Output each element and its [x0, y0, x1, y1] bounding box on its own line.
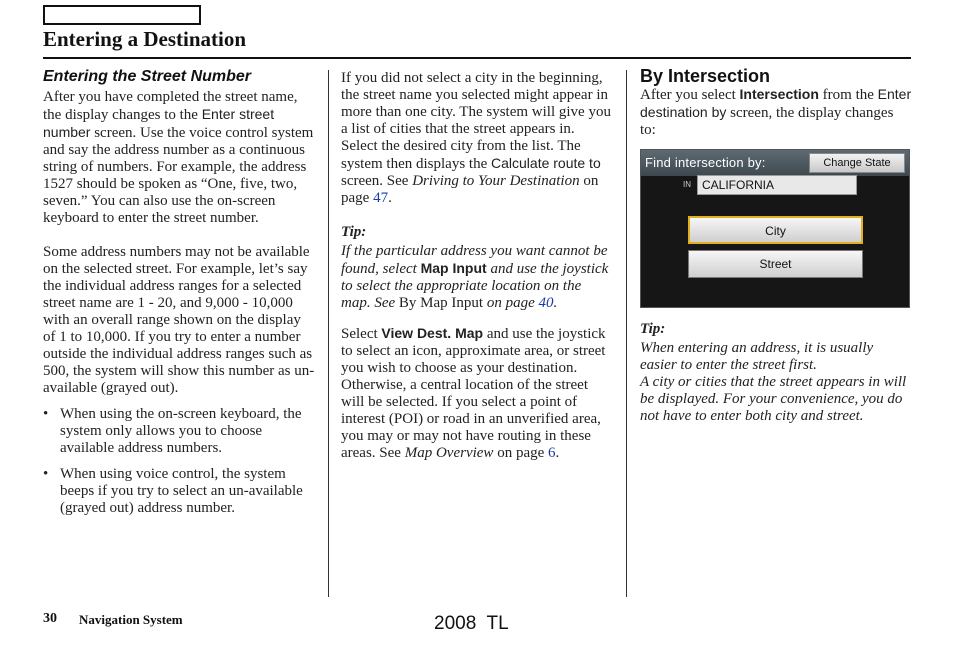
change-state-button[interactable]: Change State	[809, 153, 905, 173]
page-6-link[interactable]: 6	[548, 445, 556, 461]
col1-p1-text-a: After you have completed the street name, the display changes to the	[43, 89, 298, 123]
col1-p1-text-c: screen. Use the voice control system and say the address number as a continuous string of numbers. For example, the address 1527 should be spoken as “One, five, two, seven.” You can also use the on-screen keyboard to enter the street number.	[43, 125, 314, 226]
col2-tip-text-e: on page	[483, 295, 539, 311]
col2-p2-text-e: on page	[493, 445, 549, 461]
bullet-text: When using voice control, the system beeps if you try to select an un-available (grayed out) address number.	[60, 466, 303, 516]
col3-tip-text-2: A city or cities that the street appears in will be displayed. For your convenience, you do not have to enter both city and street.	[640, 374, 907, 424]
screen-title: Find intersection by:	[645, 155, 766, 170]
col2-p2-text-g: .	[555, 445, 560, 461]
list-item: • When using voice control, the system beeps if you try to select an un-available (grayed out) address number.	[43, 466, 303, 516]
col2-paragraph-2	[341, 325, 612, 462]
map-overview-ref: Map Overview	[404, 445, 494, 461]
col2-tip-text	[341, 243, 612, 312]
footer-model: 2008 TL	[434, 613, 509, 634]
view-dest-map-term: View Dest. Map	[381, 325, 484, 341]
list-item: • When using the on-screen keyboard, the system only allows you to choose available address numbers.	[43, 406, 302, 456]
col2-paragraph-1	[341, 70, 612, 207]
street-option-button[interactable]: Street	[688, 250, 863, 278]
col2-tip-text-a: If the particular address you want cannot be found, select	[341, 243, 608, 277]
column-2	[341, 70, 612, 462]
col3-p1-text-c: from the	[818, 87, 878, 103]
col2-p1-text-g: .	[388, 190, 392, 206]
col3-tip-label: Tip:	[640, 321, 666, 337]
col2-tip-text-g: .	[553, 295, 558, 311]
by-intersection-heading: By Intersection	[640, 66, 771, 86]
col3-tip	[640, 321, 912, 425]
col2-p2-text-c: and use the joystick to select an icon, approximate area, or street you wish to choose as your destination. Otherwise, a central location of the street will be selected. If you select a point of interest (POI) or road in an unverified area, you may or may not have routing in these areas. See	[341, 326, 606, 461]
by-map-input-ref: By Map Input	[398, 295, 484, 311]
in-label: IN	[683, 180, 691, 189]
col2-p1-text-e: on page	[341, 173, 599, 206]
footer-section: Navigation System	[79, 612, 183, 627]
col2-p1-text-c: screen. See	[341, 173, 413, 189]
intersection-term: Intersection	[739, 86, 819, 102]
title-rule	[43, 57, 911, 59]
state-field: CALIFORNIA	[697, 175, 857, 195]
header-tab-box	[43, 5, 201, 25]
map-input-term: Map Input	[420, 260, 487, 276]
col1-paragraph-1	[43, 89, 315, 227]
column-3	[640, 68, 912, 139]
nav-screen-illustration	[640, 149, 910, 308]
street-number-heading: Entering the Street Number	[43, 68, 252, 85]
col3-p1-text-e: screen, the display changes to:	[640, 105, 894, 138]
col3-paragraph-1	[640, 86, 912, 139]
col2-p1-text-a: If you did not select a city in the beginning, the street name you selected might appear in more than one city. The system will give you a list of cities that the street appears in. Select the desired city from the list. The system then displays the	[341, 70, 611, 172]
calculate-route-term: Calculate route to	[491, 155, 601, 171]
page-40-link[interactable]: 40	[538, 295, 554, 311]
col1-paragraph-2: Some address numbers may not be available on the selected street. For example, let’s say the individual address ranges for a selected street name are 1 - 20, and 9,000 - 10,000 with an overall range shown on the display of 1 to 10,000. If you try to enter a number outside the individual address ranges such as 500, the system will show this number as un-available (grayed out).	[43, 244, 315, 396]
column-divider-2	[626, 70, 627, 597]
bullet-text: When using the on-screen keyboard, the system only allows you to choose available address numbers.	[60, 406, 302, 456]
col3-tip-text-1: When entering an address, it is usually easier to enter the street first.	[640, 340, 874, 373]
page-number: 30	[43, 611, 57, 626]
driving-to-destination-ref: Driving to Your Destination	[412, 173, 580, 189]
page-47-link[interactable]: 47	[373, 190, 389, 206]
enter-destination-by-term: Enter destination by	[640, 86, 912, 120]
col2-tip-label: Tip:	[341, 224, 367, 240]
page-title: Entering a Destination	[43, 27, 247, 51]
col2-p2-text-a: Select	[341, 326, 382, 342]
enter-street-number-term: Enter street number	[43, 106, 275, 140]
city-option-button[interactable]: City	[688, 216, 863, 244]
col1-bullet-list	[43, 406, 315, 517]
col3-p1-text-a: After you select	[640, 87, 740, 103]
column-divider-1	[328, 70, 329, 597]
column-1	[43, 68, 315, 517]
col2-tip-text-c: and use the joystick to select the appropriate location on the map. See	[341, 261, 609, 311]
